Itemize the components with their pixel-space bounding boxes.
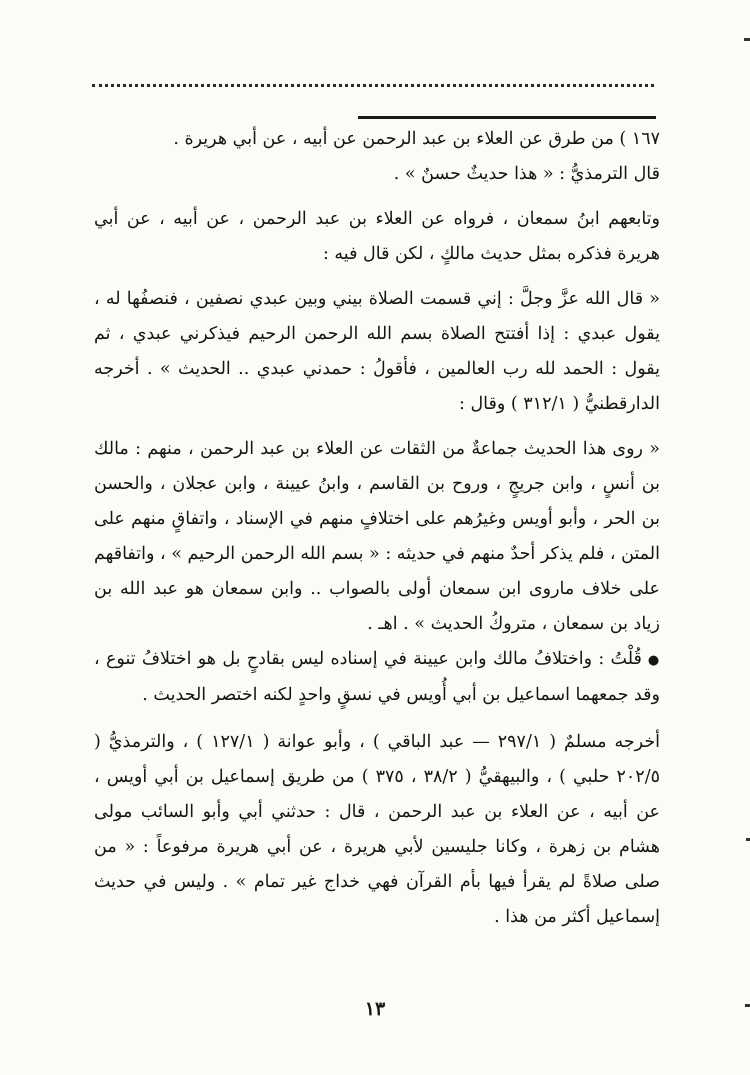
page-body-text — [94, 122, 660, 935]
paragraph-daraqutni-quote: « روى هذا الحديث جماعةٌ من الثقات عن العلاء بن عبد الرحمن ، منهم : مالك بن أنسٍ ، وابن جريجٍ ، وروح بن القاسم ، وابنُ عيينة ، وابن عجلان ، والحسن بن الحر ، وأبو أويس وغيرُهم على اختلافٍ منهم في الإسناد ، واتفاقٍ منهم على المتن ، فلم يذكر أحدٌ منهم في حديثه : « بسم الله الرحمن الرحيم » ، واتفاقهم على خلاف ماروى ابن سمعان أولى بالصواب .. وابن سمعان هو عبد الله بن زياد بن سمعان ، متروكُ الحديث » . اهـ . — [94, 439, 660, 634]
paragraph-hadith-quote: « قال الله عزَّ وجلَّ : إني قسمت الصلاة بيني وبين عبدي نصفين ، فنصفُها له ، يقول عبدي : إذا أفتتح الصلاة بسم الله الرحمن الرحيم فيذكرني عبدي ، ثم يقول : الحمد لله رب العالمين ، فأقولُ : حمدني عبدي .. الحديث » . أخرجه الدارقطنيُّ ( ٣١٢/١ ) وقال : — [94, 289, 660, 414]
paragraph-author-note: ● قُلْتُ : واختلافُ مالك وابن عيينة في إسناده ليس بقادحٍ بل هو اختلافُ تنوع ، وقد جمعهما اسماعيل بن أبي أُويس في نسقٍ واحدٍ لكنه اختصر الحديث . — [94, 642, 660, 713]
paragraph-hadith-167: ١٦٧ ) من طرق عن العلاء بن عبد الرحمن عن أبيه ، عن أبي هريرة . — [173, 129, 660, 149]
paragraph-ibn-samaan: وتابعهم ابنُ سمعان ، فرواه عن العلاء بن عبد الرحمن ، عن أبيه ، عن أبي هريرة فذكره بمثل حديث مالكٍ ، لكن قال فيه : — [94, 209, 660, 264]
dotted-separator-rule — [92, 84, 654, 87]
page-edge-mark — [746, 838, 750, 841]
paragraph-tirmidhi-ruling: قال الترمذيُّ : « هذا حديثٌ حسنٌ » . — [393, 164, 660, 184]
paragraph-takhrij: أخرجه مسلمٌ ( ٢٩٧/١ — عبد الباقي ) ، وأبو عوانة ( ١٢٧/١ ) ، والترمذيُّ ( ٢٠٢/٥ حلبي ) ، والبيهقيُّ ( ٣٨/٢ ، ٣٧٥ ) من طريق إسماعيل بن أبي أويس ، عن أبيه ، عن العلاء بن عبد الرحمن ، قال : حدثني أبي وأبو السائب مولى هشام بن زهرة ، وكانا جليسين لأبي هريرة ، عن أبي هريرة مرفوعاً : « من صلى صلاةً لم يقرأ فيها بأم القرآن فهي خداج غير تمام » . وليس في حديث إسماعيل أكثر من هذا . — [94, 732, 660, 927]
footnote-separator-rule — [358, 116, 656, 119]
page-edge-mark — [744, 38, 750, 41]
page-number: ١٣ — [364, 998, 386, 1020]
